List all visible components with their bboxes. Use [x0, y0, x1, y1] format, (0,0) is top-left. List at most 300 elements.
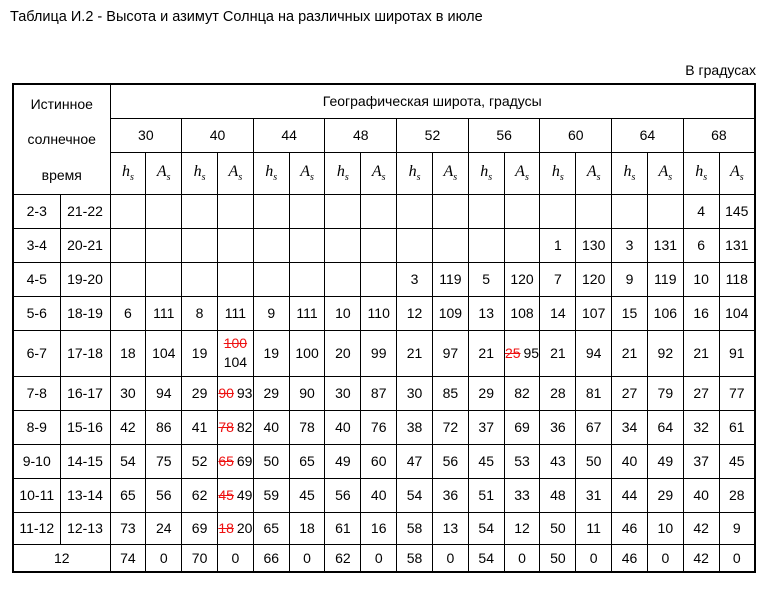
value-cell: 97 — [432, 330, 468, 376]
value-cell: 40 — [612, 444, 648, 478]
table-row — [13, 262, 755, 296]
value-cell: 12 — [397, 296, 433, 330]
value-cell: 21 — [397, 330, 433, 376]
value-cell: 145 — [719, 194, 755, 228]
new-value-line: 104 — [223, 354, 248, 370]
value-cell: 5 — [468, 262, 504, 296]
value-cell: 20 — [325, 330, 361, 376]
value-cell: 50 — [540, 544, 576, 572]
table-row — [13, 512, 755, 544]
new-value: 69 — [236, 453, 253, 469]
value-cell: 75 — [146, 444, 182, 478]
latitude-value-cell: 60 — [540, 118, 612, 152]
new-value: 49 — [236, 487, 253, 503]
struck-old-value: 65 — [218, 453, 234, 469]
value-cell — [397, 194, 433, 228]
value-cell: 131 — [647, 228, 683, 262]
value-cell — [325, 262, 361, 296]
value-cell: 120 — [576, 262, 612, 296]
table-title: Таблица И.2 - Высота и азимут Солнца на различных широтах в июле — [10, 9, 483, 25]
value-cell: 40 — [361, 478, 397, 512]
value-cell: 0 — [504, 544, 540, 572]
latitude-value-cell: 56 — [468, 118, 540, 152]
value-cell: 79 — [647, 376, 683, 410]
value-cell: 28 — [540, 376, 576, 410]
value-cell: 62 — [325, 544, 361, 572]
time-evening-cell: 18-19 — [60, 296, 110, 330]
value-cell — [504, 330, 540, 376]
value-cell: 87 — [361, 376, 397, 410]
value-cell: 4 — [683, 194, 719, 228]
header-row-2 — [13, 118, 755, 152]
latitude-header-cell: Географическая широта, градусы — [110, 84, 755, 118]
time-morning-cell: 9-10 — [13, 444, 60, 478]
value-cell: 36 — [540, 410, 576, 444]
value-cell: 58 — [397, 512, 433, 544]
value-cell: 118 — [719, 262, 755, 296]
value-cell: 0 — [719, 544, 755, 572]
corrected-value — [218, 520, 252, 536]
value-cell: 65 — [110, 478, 146, 512]
value-cell: 10 — [647, 512, 683, 544]
table-row — [13, 296, 755, 330]
value-cell: 52 — [182, 444, 218, 478]
value-cell: 94 — [576, 330, 612, 376]
value-cell: 90 — [289, 376, 325, 410]
value-cell: 27 — [683, 376, 719, 410]
value-cell — [325, 228, 361, 262]
time-evening-cell: 17-18 — [60, 330, 110, 376]
value-cell: 27 — [612, 376, 648, 410]
value-cell: 46 — [612, 512, 648, 544]
value-cell: 111 — [146, 296, 182, 330]
value-cell — [110, 262, 146, 296]
math-symbol: $h_s$ — [193, 162, 206, 184]
height-symbol-cell — [397, 152, 433, 194]
table-row — [13, 330, 755, 376]
value-cell: 41 — [182, 410, 218, 444]
value-cell — [217, 194, 253, 228]
value-cell: 21 — [540, 330, 576, 376]
value-cell — [289, 194, 325, 228]
value-cell: 50 — [253, 444, 289, 478]
value-cell: 42 — [683, 512, 719, 544]
math-symbol: $h_s$ — [480, 162, 493, 184]
value-cell: 3 — [397, 262, 433, 296]
latitude-value-cell: 64 — [612, 118, 684, 152]
value-cell — [647, 194, 683, 228]
table-row — [13, 478, 755, 512]
value-cell: 7 — [540, 262, 576, 296]
value-cell: 110 — [361, 296, 397, 330]
value-cell — [253, 262, 289, 296]
latitude-value-cell: 30 — [110, 118, 182, 152]
value-cell: 99 — [361, 330, 397, 376]
value-cell: 74 — [110, 544, 146, 572]
value-cell: 42 — [683, 544, 719, 572]
value-cell — [217, 478, 253, 512]
value-cell — [217, 444, 253, 478]
value-cell: 69 — [182, 512, 218, 544]
math-symbol: $A_s$ — [228, 162, 243, 184]
math-symbol: $h_s$ — [623, 162, 636, 184]
value-cell: 108 — [504, 296, 540, 330]
math-symbol: $A_s$ — [443, 162, 458, 184]
value-cell: 91 — [719, 330, 755, 376]
value-cell: 13 — [468, 296, 504, 330]
math-symbol: $A_s$ — [658, 162, 673, 184]
value-cell: 8 — [182, 296, 218, 330]
value-cell — [504, 228, 540, 262]
table-row — [13, 410, 755, 444]
header-row-3 — [13, 152, 755, 194]
new-value: 82 — [236, 419, 253, 435]
value-cell — [110, 194, 146, 228]
value-cell: 12 — [504, 512, 540, 544]
value-cell: 31 — [576, 478, 612, 512]
time-header-line: время — [41, 166, 82, 183]
value-cell: 49 — [325, 444, 361, 478]
value-cell: 36 — [432, 478, 468, 512]
value-cell — [146, 228, 182, 262]
value-cell: 0 — [146, 544, 182, 572]
value-cell: 0 — [647, 544, 683, 572]
value-cell — [432, 194, 468, 228]
math-symbol: $h_s$ — [121, 162, 134, 184]
value-cell: 40 — [683, 478, 719, 512]
value-cell: 3 — [612, 228, 648, 262]
value-cell: 29 — [647, 478, 683, 512]
latitude-value-cell: 52 — [397, 118, 469, 152]
value-cell: 19 — [182, 330, 218, 376]
value-cell — [217, 376, 253, 410]
value-cell: 130 — [576, 228, 612, 262]
time-morning-cell: 11-12 — [13, 512, 60, 544]
height-symbol-cell — [468, 152, 504, 194]
value-cell: 56 — [325, 478, 361, 512]
value-cell — [432, 228, 468, 262]
value-cell: 50 — [576, 444, 612, 478]
value-cell: 10 — [325, 296, 361, 330]
time-morning-cell: 10-11 — [13, 478, 60, 512]
value-cell: 45 — [289, 478, 325, 512]
math-symbol: $h_s$ — [551, 162, 564, 184]
value-cell — [576, 194, 612, 228]
value-cell: 40 — [325, 410, 361, 444]
value-cell: 21 — [683, 330, 719, 376]
value-cell — [182, 194, 218, 228]
value-cell: 29 — [182, 376, 218, 410]
value-cell: 109 — [432, 296, 468, 330]
time-evening-cell: 21-22 — [60, 194, 110, 228]
value-cell — [182, 262, 218, 296]
new-value: 93 — [236, 385, 253, 401]
table-row — [13, 376, 755, 410]
math-symbol: $h_s$ — [336, 162, 349, 184]
value-cell: 65 — [289, 444, 325, 478]
value-cell — [540, 194, 576, 228]
latitude-value-cell: 48 — [325, 118, 397, 152]
time-morning-cell: 8-9 — [13, 410, 60, 444]
value-cell: 9 — [612, 262, 648, 296]
time-header-lines — [14, 86, 110, 192]
corrected-value — [218, 453, 252, 469]
value-cell: 54 — [468, 512, 504, 544]
height-symbol-cell — [325, 152, 361, 194]
value-cell: 64 — [647, 410, 683, 444]
value-cell: 60 — [361, 444, 397, 478]
time-morning-cell: 3-4 — [13, 228, 60, 262]
azimuth-symbol-cell — [432, 152, 468, 194]
height-symbol-cell — [182, 152, 218, 194]
latitude-value-cell: 44 — [253, 118, 325, 152]
value-cell: 30 — [110, 376, 146, 410]
time-evening-cell: 12-13 — [60, 512, 110, 544]
value-cell: 38 — [397, 410, 433, 444]
value-cell: 70 — [182, 544, 218, 572]
value-cell — [110, 228, 146, 262]
value-cell: 29 — [468, 376, 504, 410]
value-cell: 111 — [289, 296, 325, 330]
value-cell: 120 — [504, 262, 540, 296]
time-evening-cell: 15-16 — [60, 410, 110, 444]
value-cell: 54 — [468, 544, 504, 572]
value-cell — [217, 228, 253, 262]
value-cell: 32 — [683, 410, 719, 444]
value-cell: 37 — [683, 444, 719, 478]
value-cell: 131 — [719, 228, 755, 262]
struck-old-value: 90 — [218, 385, 234, 401]
value-cell: 0 — [576, 544, 612, 572]
value-cell: 18 — [110, 330, 146, 376]
value-cell: 30 — [397, 376, 433, 410]
value-cell: 66 — [253, 544, 289, 572]
value-cell: 9 — [719, 512, 755, 544]
value-cell: 61 — [719, 410, 755, 444]
old-value-line — [218, 334, 253, 353]
value-cell: 119 — [647, 262, 683, 296]
time-evening-cell: 16-17 — [60, 376, 110, 410]
value-cell: 104 — [146, 330, 182, 376]
value-cell: 81 — [576, 376, 612, 410]
value-cell: 111 — [217, 296, 253, 330]
value-cell: 76 — [361, 410, 397, 444]
value-cell: 53 — [504, 444, 540, 478]
value-cell: 0 — [361, 544, 397, 572]
value-cell — [325, 194, 361, 228]
corrected-value — [505, 345, 539, 361]
height-symbol-cell — [612, 152, 648, 194]
value-cell: 85 — [432, 376, 468, 410]
value-cell: 0 — [289, 544, 325, 572]
value-cell: 43 — [540, 444, 576, 478]
time-morning-cell: 5-6 — [13, 296, 60, 330]
height-symbol-cell — [253, 152, 289, 194]
corrected-value — [218, 487, 252, 503]
value-cell: 65 — [253, 512, 289, 544]
struck-old-value: 25 — [504, 345, 521, 361]
value-cell: 54 — [110, 444, 146, 478]
math-symbol: $h_s$ — [265, 162, 278, 184]
value-cell — [289, 262, 325, 296]
value-cell — [253, 228, 289, 262]
value-cell — [468, 194, 504, 228]
math-symbol: $A_s$ — [729, 162, 744, 184]
corrected-value — [218, 385, 252, 401]
value-cell: 100 — [289, 330, 325, 376]
value-cell: 6 — [110, 296, 146, 330]
value-cell: 61 — [325, 512, 361, 544]
value-cell: 16 — [361, 512, 397, 544]
value-cell — [253, 194, 289, 228]
value-cell: 0 — [217, 544, 253, 572]
value-cell — [146, 194, 182, 228]
time-morning-cell: 4-5 — [13, 262, 60, 296]
value-cell: 48 — [540, 478, 576, 512]
header-row-1 — [13, 84, 755, 118]
math-symbol: $A_s$ — [300, 162, 314, 184]
value-cell: 1 — [540, 228, 576, 262]
table-body — [13, 194, 755, 572]
value-cell: 24 — [146, 512, 182, 544]
value-cell: 92 — [647, 330, 683, 376]
value-cell: 78 — [289, 410, 325, 444]
table-row — [13, 228, 755, 262]
math-symbol: $h_s$ — [408, 162, 421, 184]
value-cell — [289, 228, 325, 262]
value-cell: 56 — [146, 478, 182, 512]
value-cell: 30 — [325, 376, 361, 410]
value-cell: 73 — [110, 512, 146, 544]
value-cell: 107 — [576, 296, 612, 330]
table-row — [13, 544, 755, 572]
latitude-value-cell: 68 — [683, 118, 755, 152]
value-cell: 34 — [612, 410, 648, 444]
value-cell: 45 — [719, 444, 755, 478]
value-cell — [217, 512, 253, 544]
value-cell — [468, 228, 504, 262]
value-cell: 33 — [504, 478, 540, 512]
azimuth-symbol-cell — [146, 152, 182, 194]
time-morning-cell: 2-3 — [13, 194, 60, 228]
value-cell — [182, 228, 218, 262]
azimuth-symbol-cell — [217, 152, 253, 194]
value-cell — [361, 228, 397, 262]
math-symbol: $h_s$ — [695, 162, 708, 184]
value-cell: 82 — [504, 376, 540, 410]
value-cell: 10 — [683, 262, 719, 296]
struck-old-value: 18 — [218, 520, 234, 536]
value-cell: 37 — [468, 410, 504, 444]
time-header-line: Истинное — [30, 95, 93, 112]
height-symbol-cell — [683, 152, 719, 194]
value-cell: 19 — [253, 330, 289, 376]
value-cell — [397, 228, 433, 262]
value-cell: 11 — [576, 512, 612, 544]
math-symbol: $A_s$ — [371, 162, 386, 184]
value-cell: 40 — [253, 410, 289, 444]
math-symbol: $A_s$ — [515, 162, 529, 184]
time-evening-cell: 20-21 — [60, 228, 110, 262]
time-evening-cell: 19-20 — [60, 262, 110, 296]
value-cell: 46 — [612, 544, 648, 572]
value-cell: 45 — [468, 444, 504, 478]
units-note: В градусах — [685, 62, 756, 78]
value-cell: 21 — [612, 330, 648, 376]
azimuth-symbol-cell — [361, 152, 397, 194]
azimuth-symbol-cell — [576, 152, 612, 194]
value-cell: 94 — [146, 376, 182, 410]
value-cell: 119 — [432, 262, 468, 296]
time-evening-cell: 14-15 — [60, 444, 110, 478]
corrected-value — [218, 334, 253, 372]
value-cell: 49 — [647, 444, 683, 478]
azimuth-symbol-cell — [719, 152, 755, 194]
value-cell: 16 — [683, 296, 719, 330]
table-header — [13, 84, 755, 194]
value-cell: 29 — [253, 376, 289, 410]
value-cell: 72 — [432, 410, 468, 444]
time-morning-cell: 6-7 — [13, 330, 60, 376]
value-cell: 104 — [719, 296, 755, 330]
azimuth-symbol-cell — [647, 152, 683, 194]
value-cell: 54 — [397, 478, 433, 512]
value-cell: 18 — [289, 512, 325, 544]
value-cell: 62 — [182, 478, 218, 512]
table-row — [13, 194, 755, 228]
value-cell: 86 — [146, 410, 182, 444]
value-cell — [217, 262, 253, 296]
value-cell: 0 — [432, 544, 468, 572]
value-cell — [612, 194, 648, 228]
value-cell: 56 — [432, 444, 468, 478]
time-header-cell — [13, 84, 110, 194]
value-cell — [504, 194, 540, 228]
time-merged-cell: 12 — [13, 544, 110, 572]
value-cell: 59 — [253, 478, 289, 512]
value-cell: 50 — [540, 512, 576, 544]
time-evening-cell: 13-14 — [60, 478, 110, 512]
value-cell: 69 — [504, 410, 540, 444]
value-cell — [361, 194, 397, 228]
struck-old-value: 45 — [218, 487, 234, 503]
value-cell: 42 — [110, 410, 146, 444]
value-cell: 15 — [612, 296, 648, 330]
azimuth-symbol-cell — [504, 152, 540, 194]
value-cell: 51 — [468, 478, 504, 512]
height-symbol-cell — [110, 152, 146, 194]
struck-old-value: 100 — [223, 335, 248, 351]
time-header-line: солнечное — [27, 131, 96, 148]
math-symbol: $A_s$ — [156, 162, 171, 184]
value-cell — [217, 330, 253, 376]
sun-altitude-azimuth-table — [12, 83, 756, 573]
new-value: 95 — [523, 345, 540, 361]
value-cell: 6 — [683, 228, 719, 262]
value-cell: 14 — [540, 296, 576, 330]
value-cell: 9 — [253, 296, 289, 330]
value-cell: 28 — [719, 478, 755, 512]
value-cell: 44 — [612, 478, 648, 512]
height-symbol-cell — [540, 152, 576, 194]
math-symbol: $A_s$ — [586, 162, 601, 184]
value-cell: 13 — [432, 512, 468, 544]
table-row — [13, 444, 755, 478]
new-value: 20 — [236, 520, 253, 536]
value-cell — [146, 262, 182, 296]
value-cell: 21 — [468, 330, 504, 376]
value-cell — [217, 410, 253, 444]
